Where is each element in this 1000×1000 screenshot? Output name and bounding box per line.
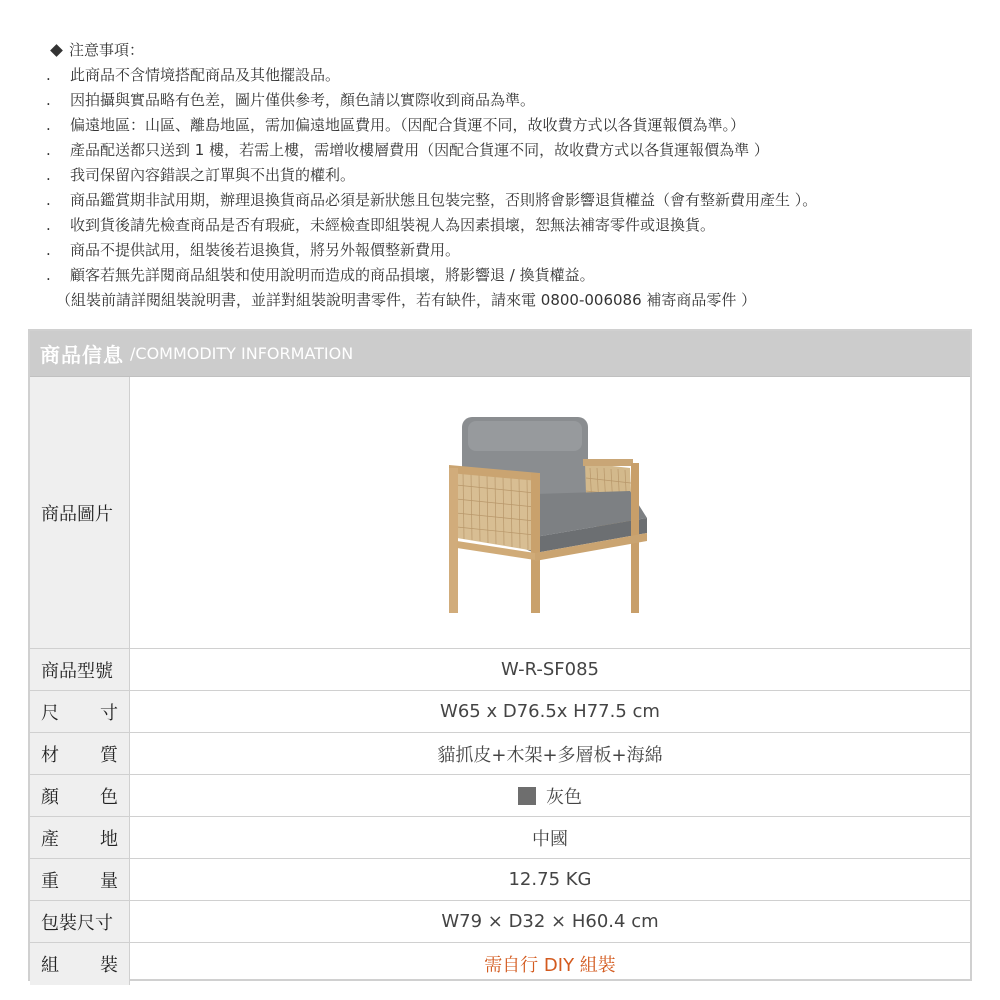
label-char: 質 — [100, 744, 118, 766]
table-row — [30, 817, 970, 859]
notice-item — [46, 63, 986, 88]
color-name: 灰色 — [546, 786, 582, 808]
notice-item-text: 此商品不含情境搭配商品及其他擺設品。 — [70, 66, 341, 84]
table-title-en: /COMMODITY INFORMATION — [130, 344, 354, 363]
label-char: 寸 — [100, 702, 118, 724]
product-image-cell — [130, 377, 970, 648]
notice-item-text: 因拍攝與實品略有色差，圖片僅供參考，顏色請以實際收到商品為準。 — [70, 91, 536, 109]
bullet-dot-icon: . — [46, 216, 51, 234]
notice-item — [46, 238, 986, 263]
bullet-dot-icon: . — [46, 191, 51, 209]
bullet-dot-icon: . — [46, 166, 51, 184]
row-value-dimensions: W65 x D76.5x H77.5 cm — [440, 701, 660, 722]
table-row — [30, 733, 970, 775]
label-char: 色 — [100, 786, 118, 808]
row-label-assembly — [30, 943, 130, 985]
armchair-image — [435, 413, 665, 613]
row-value-color — [130, 775, 970, 816]
bullet-dot-icon: . — [46, 66, 51, 84]
row-label-model: 商品型號 — [30, 649, 130, 690]
assembly-note: （組裝前請詳閱組裝說明書，並詳對組裝說明書零件，若有缺件，請來電 0800-006086 補寄商品零件 ） — [56, 291, 757, 309]
product-image-row — [30, 377, 970, 649]
label-char: 材 — [41, 744, 59, 766]
row-value-origin: 中國 — [532, 828, 568, 850]
notice-item-text: 偏遠地區：山區、離島地區，需加偏遠地區費用。（因配合貨運不同，故收費方式以各貨運報價為準。） — [70, 116, 746, 134]
table-row — [30, 691, 970, 733]
label-char: 組 — [41, 955, 59, 976]
notice-item — [46, 113, 986, 138]
row-value-model: W-R-SF085 — [501, 659, 599, 680]
table-row — [30, 943, 970, 985]
diamond-bullet-icon — [50, 44, 63, 57]
notice-item — [46, 263, 986, 288]
product-image-label: 商品圖片 — [30, 377, 130, 648]
label-char: 地 — [100, 828, 118, 850]
bullet-dot-icon: . — [46, 266, 51, 284]
bullet-dot-icon: . — [46, 91, 51, 109]
notice-item-text: 產品配送都只送到 1 樓，若需上樓，需增收樓層費用（因配合貨運不同，故收費方式以各貨運報價為準 ） — [70, 141, 769, 159]
bullet-dot-icon: . — [46, 241, 51, 259]
row-label-color — [30, 775, 130, 816]
label-char: 量 — [100, 870, 118, 892]
label-char: 顏 — [41, 786, 59, 808]
notice-item-text: 商品鑑賞期非試用期，辦理退換貨商品必須是新狀態且包裝完整，否則將會影響退貨權益（會有整新費用產生 ）。 — [70, 191, 818, 209]
label-char: 裝 — [100, 955, 118, 976]
row-label-weight — [30, 859, 130, 900]
label-char: 重 — [41, 870, 59, 892]
label-char: 產 — [41, 828, 59, 850]
notice-heading-text: 注意事項： — [69, 41, 145, 59]
row-value-weight: 12.75 KG — [508, 869, 592, 890]
table-row — [30, 649, 970, 691]
label-char: 尺 — [41, 702, 59, 724]
notice-heading — [52, 38, 986, 63]
notice-item — [46, 88, 986, 113]
row-label-package-size: 包裝尺寸 — [30, 901, 130, 942]
table-row — [30, 775, 970, 817]
bullet-dot-icon: . — [46, 141, 51, 159]
table-row — [30, 901, 970, 943]
notice-item-text: 收到貨後請先檢查商品是否有瑕疵，未經檢查即組裝視人為因素損壞，恕無法補寄零件或退換貨。 — [70, 216, 716, 234]
row-label-material — [30, 733, 130, 774]
row-label-dimensions — [30, 691, 130, 732]
notice-section — [46, 38, 986, 313]
notice-item — [46, 213, 986, 238]
notice-item-text: 商品不提供試用，組裝後若退換貨，將另外報價整新費用。 — [70, 241, 461, 259]
notice-item — [46, 138, 986, 163]
table-title-cn: 商品信息 — [40, 343, 124, 367]
row-value-material: 貓抓皮+木架+多層板+海綿 — [437, 744, 663, 766]
table-header — [30, 331, 970, 377]
row-value-package-size: W79 × D32 × H60.4 cm — [441, 911, 659, 932]
row-label-origin — [30, 817, 130, 858]
table-row — [30, 859, 970, 901]
commodity-info-table — [28, 329, 972, 981]
notice-item-text: 顧客若無先詳閱商品組裝和使用說明而造成的商品損壞，將影響退 / 換貨權益。 — [70, 266, 595, 284]
row-value-assembly: 需自行 DIY 組裝 — [484, 955, 616, 976]
bullet-dot-icon: . — [46, 116, 51, 134]
notice-item — [46, 188, 986, 213]
color-swatch-icon — [518, 787, 536, 805]
notice-item — [46, 163, 986, 188]
notice-item-text: 我司保留內容錯誤之訂單與不出貨的權利。 — [70, 166, 356, 184]
